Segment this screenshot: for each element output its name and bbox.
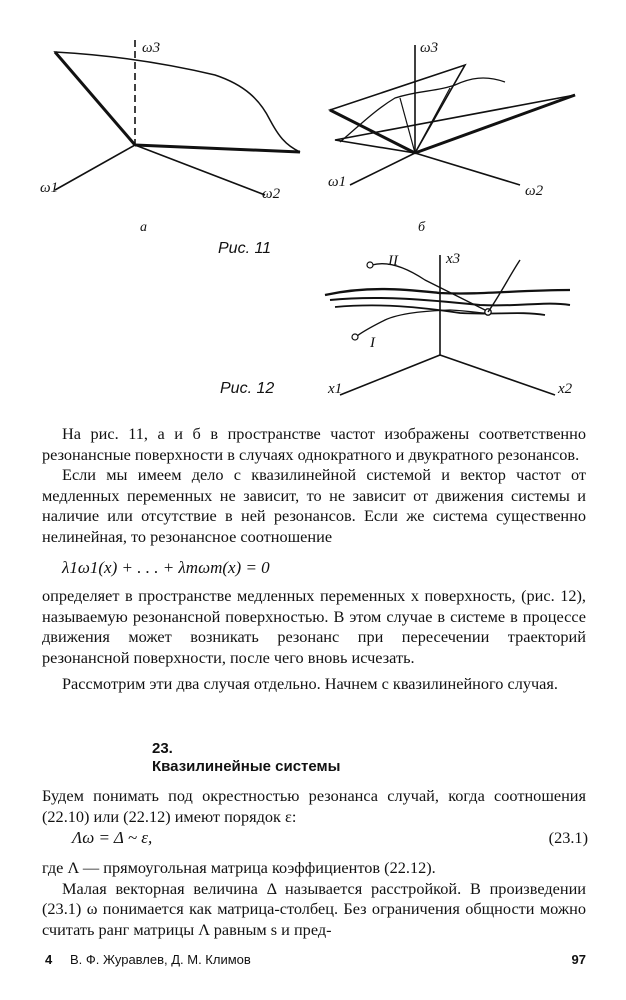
- resonance-surface-edge: [55, 52, 300, 152]
- label-x3: x3: [446, 251, 461, 267]
- axis-omega1: [350, 153, 415, 185]
- axis-x2: [440, 355, 555, 395]
- label-x1: x1: [328, 381, 343, 397]
- paragraph-block-4: [42, 858, 586, 940]
- axis-omega1: [55, 145, 135, 190]
- figure-12-caption: Рис. 12: [220, 380, 275, 397]
- axis-omega2: [415, 153, 520, 185]
- paragraph-5: Будем понимать под окрестностью резонанса случай, когда соотношения (22.10) или (22.12) имеют порядок ε:: [42, 786, 586, 826]
- label-omega2: ω2: [262, 186, 281, 202]
- trajectory-II-start: [367, 262, 373, 268]
- paragraph-7: Малая векторная величина Δ называется расстройкой. В произведении (23.1) ω понимается как матрица-столбец. Без ограничения общности можно считать ранг матрицы Λ равным s и пред-: [42, 878, 586, 939]
- plane-2: [335, 95, 575, 153]
- paragraph-1: На рис. 11, а и б в пространстве частот изображены соответственно резонансные поверхности в случаях однократного и двукратного резонансов.: [42, 424, 586, 464]
- paragraph-4: Рассмотрим эти два случая отдельно. Начнем с квазилинейного случая.: [62, 674, 558, 694]
- signature-mark: 4: [45, 952, 53, 967]
- trajectory-I-start: [352, 334, 358, 340]
- figure-11a: [30, 30, 320, 240]
- label-x2: x2: [558, 381, 573, 397]
- section-number: 23.: [152, 740, 173, 757]
- formula-23-1: Λω = Δ ~ ε,: [72, 828, 153, 847]
- axis-x1: [340, 355, 440, 395]
- label-omega3: ω3: [142, 40, 161, 56]
- figure-11b: [320, 30, 590, 240]
- intersection-curve: [340, 78, 505, 142]
- surface-edge-bold-2: [135, 145, 300, 152]
- equation-number: (23.1): [548, 828, 588, 847]
- label-omega1: ω1: [328, 174, 347, 190]
- bold-edge-2: [415, 95, 575, 153]
- formula-resonance: λ1ω1(x) + . . . + λmωm(x) = 0: [62, 558, 270, 577]
- paragraph-2: Если мы имеем дело с квазилинейной системой и вектор частот от медленных переменных не зависит, то не зависит от движения системы и наличие или отсутствие в ней резонансов. Если же система существенно нелинейная, то резонансное соотношение: [42, 465, 586, 546]
- paragraph-block-2: [42, 586, 586, 695]
- resonance-surface-mid: [330, 298, 570, 305]
- subfigure-label-a: а: [140, 220, 147, 235]
- figure-11-caption: Рис. 11: [218, 240, 272, 257]
- plane-1: [330, 65, 465, 153]
- label-II: II: [388, 253, 398, 269]
- section-title: Квазилинейные системы: [152, 758, 341, 775]
- paragraph-3: определяет в пространстве медленных переменных x поверхность, (рис. 12), называемую резонансной поверхностью. В этом случае в системе в процессе движения может возникать резонанс при пересечении траекторий резонансной поверхности, после чего вновь исчезать.: [42, 586, 586, 667]
- paragraph-block-3: [42, 786, 586, 827]
- footer-authors: В. Ф. Журавлев, Д. М. Климов: [70, 952, 251, 967]
- subfigure-label-b: б: [418, 220, 426, 235]
- figure-12: [320, 245, 590, 405]
- paragraph-6: где Λ — прямоугольная матрица коэффициентов (22.12).: [42, 858, 436, 877]
- label-omega2: ω2: [525, 183, 544, 199]
- label-omega1: ω1: [40, 180, 59, 196]
- surface-edge-bold: [55, 52, 135, 145]
- page-number: 97: [571, 952, 586, 967]
- label-omega3: ω3: [420, 40, 439, 56]
- label-I: I: [370, 335, 375, 351]
- resonance-surface-upper: [325, 289, 570, 295]
- paragraph-block-1: [42, 424, 586, 548]
- axis-omega2: [135, 145, 265, 195]
